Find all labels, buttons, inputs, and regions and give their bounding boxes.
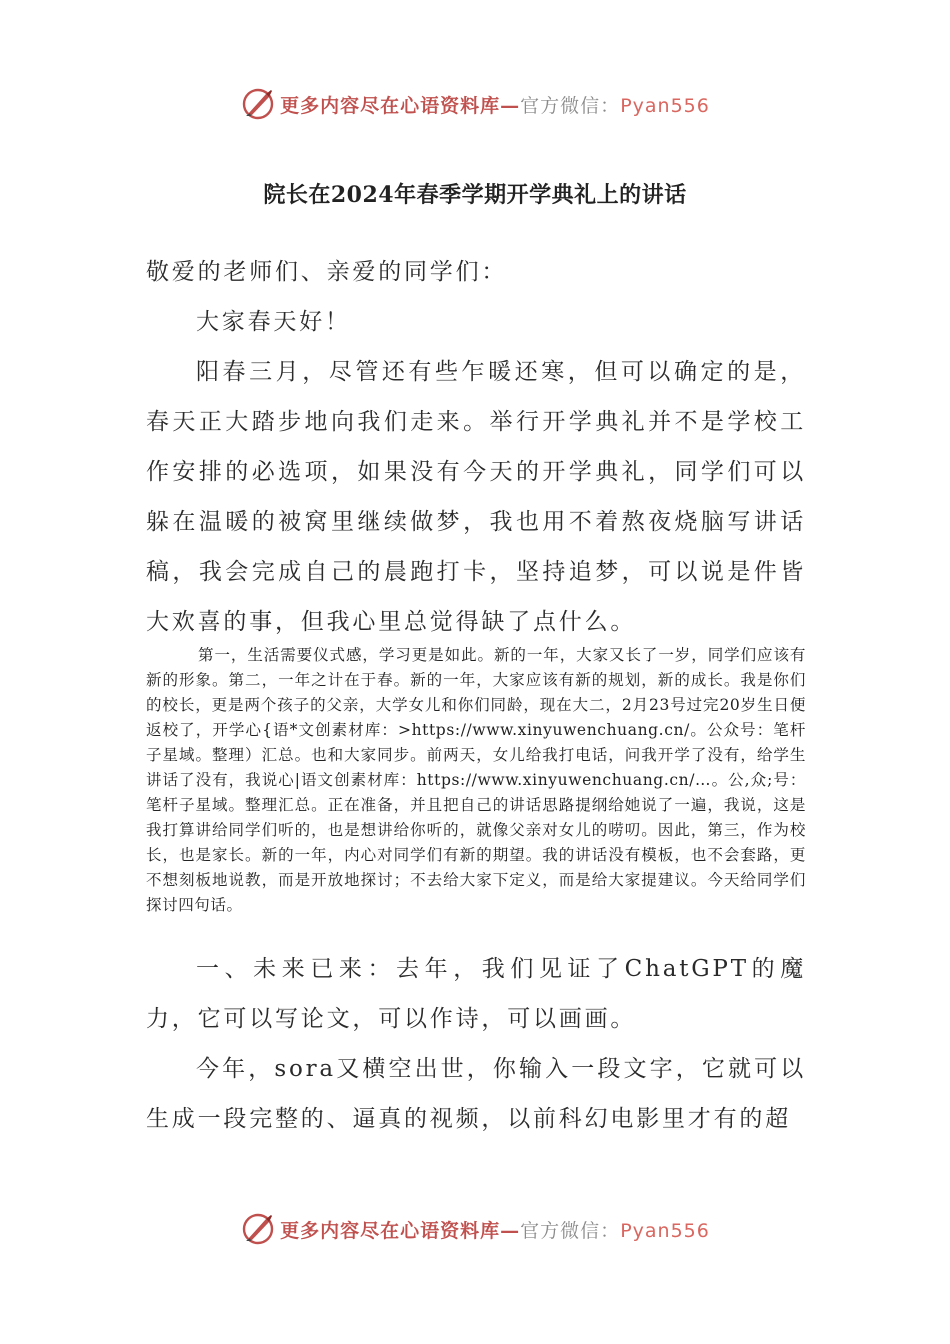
banner-separator: — <box>500 94 521 117</box>
header-banner <box>0 84 950 124</box>
paragraph-3: 一、未来已来：去年，我们见证了ChatGPT的魔力，它可以写论文，可以作诗，可以画画。 <box>146 956 806 1032</box>
footer-banner <box>0 1209 950 1249</box>
banner-text <box>280 91 710 118</box>
quill-pen-logo-icon <box>240 1211 276 1247</box>
banner-main-text: 更多内容尽在心语资料库 <box>280 94 501 117</box>
greeting: 敬爱的老师们、亲爱的同学们： <box>146 259 508 285</box>
paragraph-4: 今年，sora又横空出世，你输入一段文字，它就可以生成一段完整的、逼真的视频，以前科幻电影里才有的超 <box>146 1056 806 1132</box>
salutation: 大家春天好！ <box>196 309 351 335</box>
banner-label: 官方微信： <box>520 94 621 117</box>
banner-account: Pyan556 <box>620 1219 710 1242</box>
banner-account: Pyan556 <box>620 94 710 117</box>
document-title: 院长在2024年春季学期开学典礼上的讲话 <box>263 182 687 208</box>
banner-label: 官方微信： <box>520 1219 621 1242</box>
paragraph-1: 阳春三月，尽管还有些乍暖还寒，但可以确定的是，春天正大踏步地向我们走来。举行开学典礼并不是学校工作安排的必选项，如果没有今天的开学典礼，同学们可以躲在温暖的被窝里继续做梦，我也用不着熬夜烧脑写讲话稿，我会完成自己的晨跑打卡，坚持追梦，可以说是件皆大欢喜的事，但我心里总觉得缺了点什么。 <box>146 359 806 635</box>
banner-main-text: 更多内容尽在心语资料库 <box>280 1219 501 1242</box>
banner-separator: — <box>500 1219 521 1242</box>
banner-text <box>280 1216 710 1243</box>
paragraph-2: 第一，生活需要仪式感，学习更是如此。新的一年，大家又长了一岁，同学们应该有新的形象。第二，一年之计在于春。新的一年，大家应该有新的规划，新的成长。我是你们的校长，更是两个孩子的父亲，大学女儿和你们同龄，现在大二，2月23号过完20岁生日便返校了，开学心{语*文创素材库：>https://www.xinyuwenchuang.cn/。公众号：笔杆子星域。整理）汇总。也和大家同步。前两天，女儿给我打电话，问我开学了没有，给学生讲话了没有，我说心|语文创素材库：https://www.xinyuwenchuang.cn/…。公,众;号：笔杆子星域。整理汇总。正在准备，并且把自己的讲话思路提纲给她说了一遍，我说，这是我打算讲给同学们听的，也是想讲给你听的，就像父亲对女儿的唠叨。因此，第三，作为校长，也是家长。新的一年，内心对同学们有新的期望。我的讲话没有模板，也不会套路，更不想刻板地说教，而是开放地探讨；不去给大家下定义，而是给大家提建议。今天给同学们探讨四句话。 <box>146 646 806 914</box>
quill-pen-logo-icon <box>240 86 276 122</box>
